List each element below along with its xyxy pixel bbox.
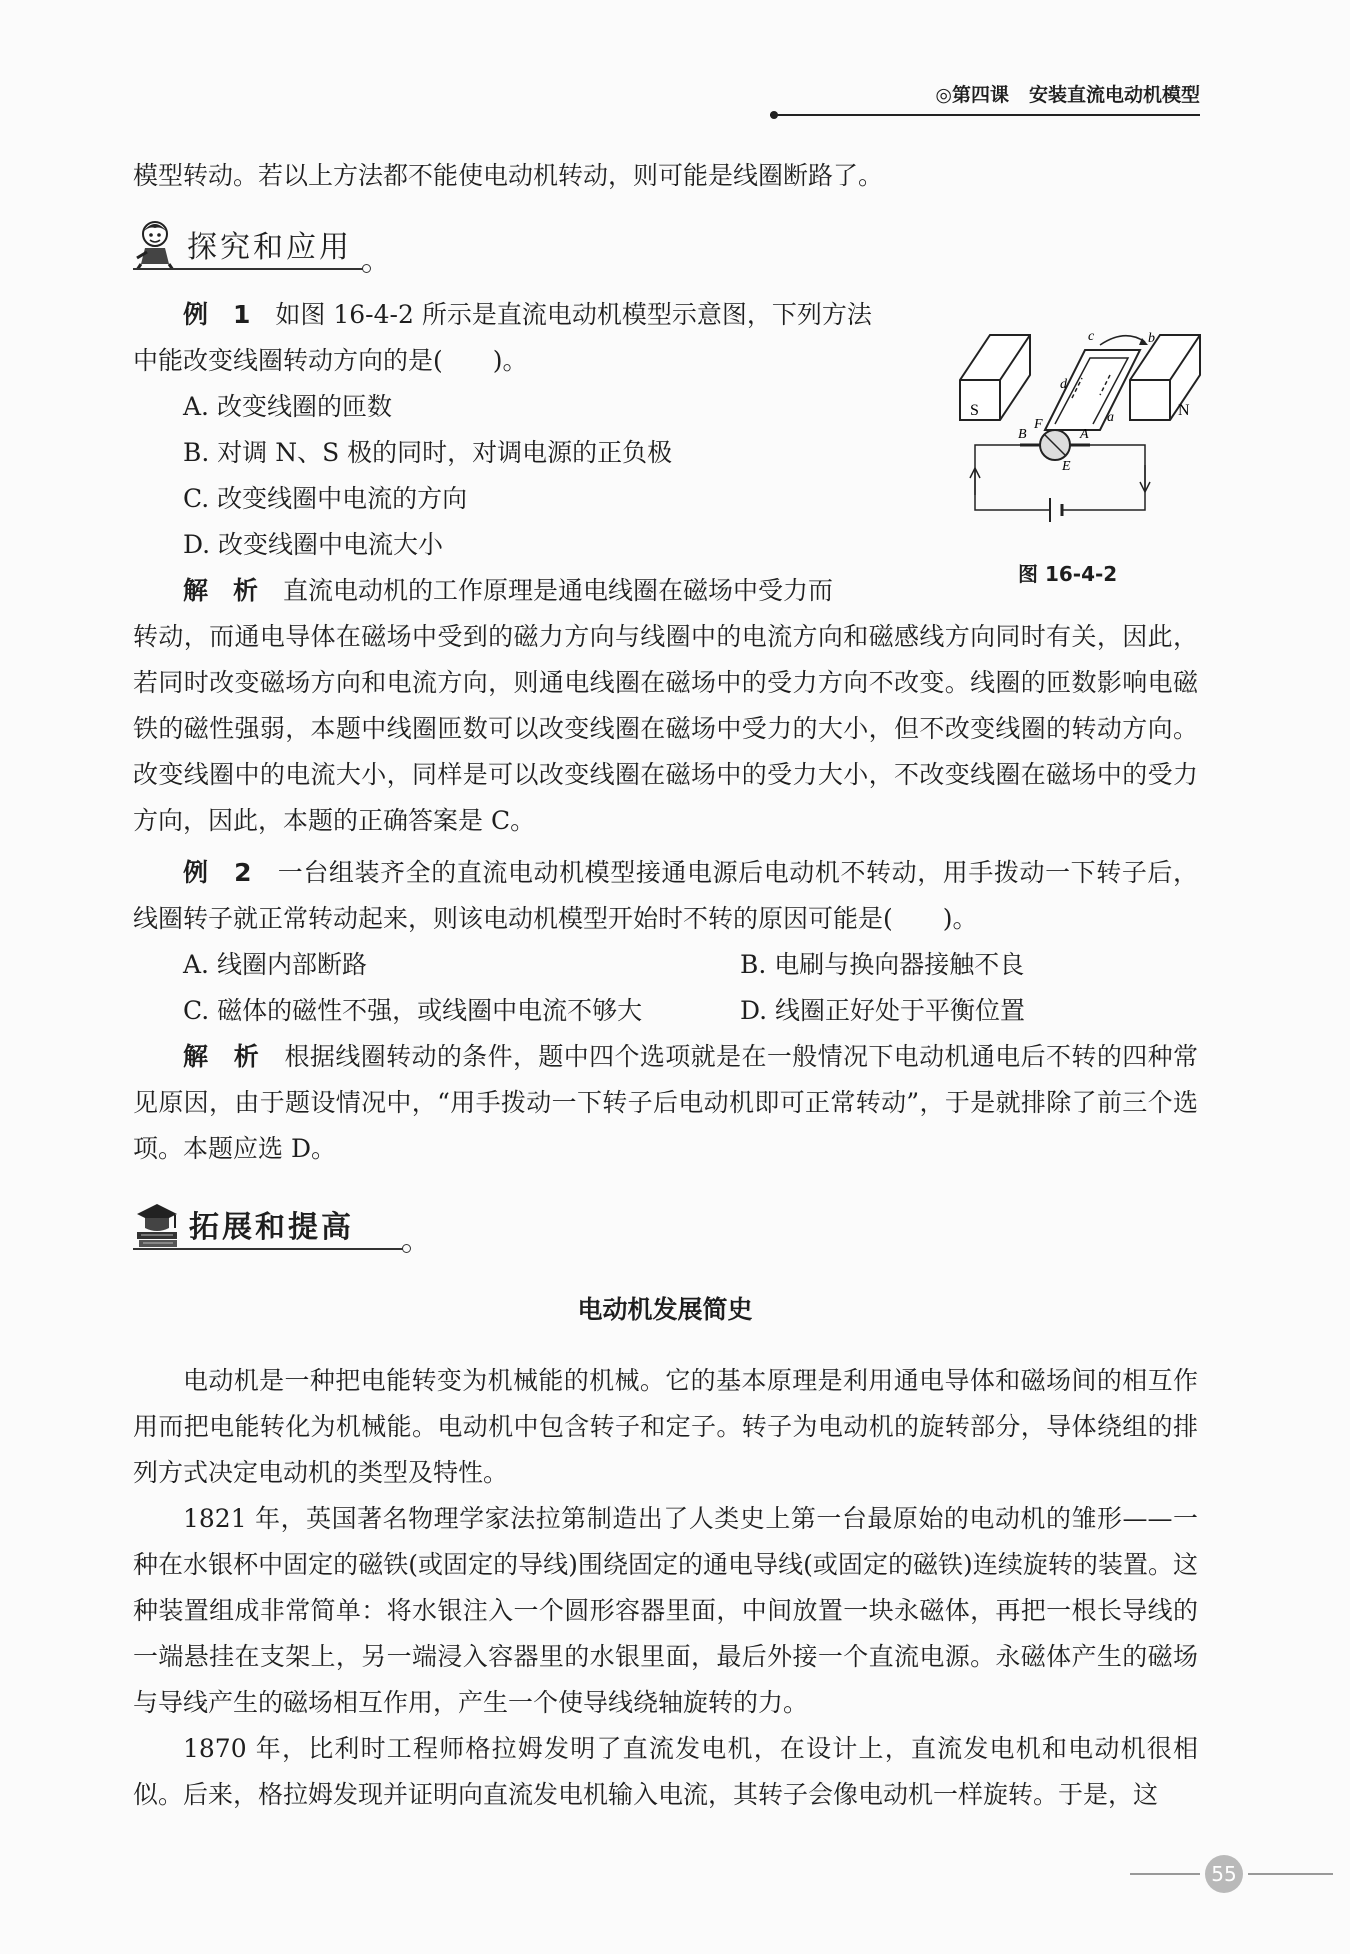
page-number: 55 [1205,1855,1243,1893]
example2-option-c: C. 磁体的磁性不强，或线圈中电流不够大 [183,996,643,1025]
example1-option-a: A. 改变线圈的匝数 [183,392,392,421]
example2-label: 例 2 [183,858,252,887]
label-capital-e: E [1062,459,1071,474]
example1-text2: 中能改变线圈转动方向的是( )。 [133,346,528,375]
example1-text1: 如图 16-4-2 所示是直流电动机模型示意图，下列方法 [275,300,872,329]
figure-caption: 图 16-4-2 [1018,562,1118,586]
example2-analysis-text: 根据线圈转动的条件，题中四个选项就是在一般情况下电动机通电后不转的四种常见原因，由于题设情况中，“用手拨动一下转子后电动机即可正常转动”，于是就排除了前三个选项。本题应选 D。 [133,1042,1198,1163]
example1-analysis-rest: 转动，而通电导体在磁场中受到的磁力方向与线圈中的电流方向和磁感线方向同时有关，因此，若同时改变磁场方向和电流方向，则通电线圈在磁场中的受力方向不改变。线圈的匝数影响电磁铁的磁性强弱，本题中线圈匝数可以改变线圈在磁场中受力的大小，但不改变线圈的转动方向。改变线圈中的电流大小，同样是可以改变线圈在磁场中的受力大小，不改变线圈在磁场中的受力方向，因此，本题的正确答案是 C。 [133,622,1198,835]
label-d: d [1060,377,1067,392]
dc-motor-diagram [950,320,1210,540]
label-c: c [1088,329,1095,344]
article-paragraph-3: 1870 年，比利时工程师格拉姆发明了直流发电机，在设计上，直流发电机和电动机很相似。后来，格拉姆发现并证明向直流发电机输入电流，其转子会像电动机一样旋转。于是，这 [133,1734,1198,1809]
example2-option-b: B. 电刷与换向器接触不良 [740,950,1025,979]
example2-option-a: A. 线圈内部断路 [183,950,367,979]
example1-option-d: D. 改变线圈中电流大小 [183,530,444,559]
section-extend-improve [133,1190,413,1250]
article-paragraph-2: 1821 年，英国著名物理学家法拉第制造出了人类史上第一台最原始的电动机的雏形——一种在水银杯中固定的磁铁(或固定的导线)围绕固定的通电导线(或固定的磁铁)连续旋转的装置。这种装置组成非常简单：将水银注入一个圆形容器里面，中间放置一块永磁体，再把一根长导线的一端悬挂在支架上，另一端浸入容器里的水银里面，最后外接一个直流电源。永磁体产生的磁场与导线产生的磁场相互作用，产生一个使导线绕轴旋转的力。 [133,1504,1198,1717]
example1-line1 [183,292,953,338]
student-mascot-icon [133,218,179,270]
running-header [770,80,1200,116]
header-lesson: ◎第四课 [935,84,1009,106]
section-title: 拓展和提高 [189,1210,354,1245]
label-capital-a: A [1080,427,1089,442]
article-paragraph-1: 电动机是一种把电能转变为机械能的机械。它的基本原理是利用通电导体和磁场间的相互作用而把电能转化为机械能。电动机中包含转子和定子。转子为电动机的旋转部分，导体绕组的排列方式决定电动机的类型及特性。 [133,1366,1198,1487]
analysis-label: 解 析 [183,576,259,605]
label-a: a [1107,410,1114,425]
header-title: 安装直流电动机模型 [1028,84,1200,106]
article-title: 电动机发展简史 [577,1295,753,1324]
analysis-first-text: 直流电动机的工作原理是通电线圈在磁场中受力而 [283,576,834,605]
example2-text: 一台组装齐全的直流电动机模型接通电源后电动机不转动，用手拨动一下转子后，线圈转子就正常转动起来，则该电动机模型开始时不转的原因可能是( )。 [133,858,1198,933]
section-explore-apply [133,210,373,270]
label-capital-f: F [1034,417,1043,432]
intro-line: 模型转动。若以上方法都不能使电动机转动，则可能是线圈断路了。 [133,161,884,190]
footer-line-left [1130,1873,1200,1875]
example1-option-b: B. 对调 N、S 极的同时，对调电源的正负极 [183,438,673,467]
section-title: 探究和应用 [187,230,352,265]
label-b: b [1148,331,1155,346]
example1-analysis-first [183,568,943,614]
label-s: S [970,402,979,419]
footer-line-right [1248,1873,1333,1875]
label-capital-b: B [1018,427,1027,442]
example2-question [133,850,1198,942]
example2-analysis-label: 解 析 [183,1042,260,1071]
example2-analysis [133,1034,1198,1172]
example1-label: 例 1 [183,300,251,329]
example1-option-c: C. 改变线圈中电流的方向 [183,484,468,513]
label-n: N [1178,402,1190,419]
example2-option-d: D. 线圈正好处于平衡位置 [740,996,1026,1025]
books-graduation-cap-icon [133,1198,181,1250]
